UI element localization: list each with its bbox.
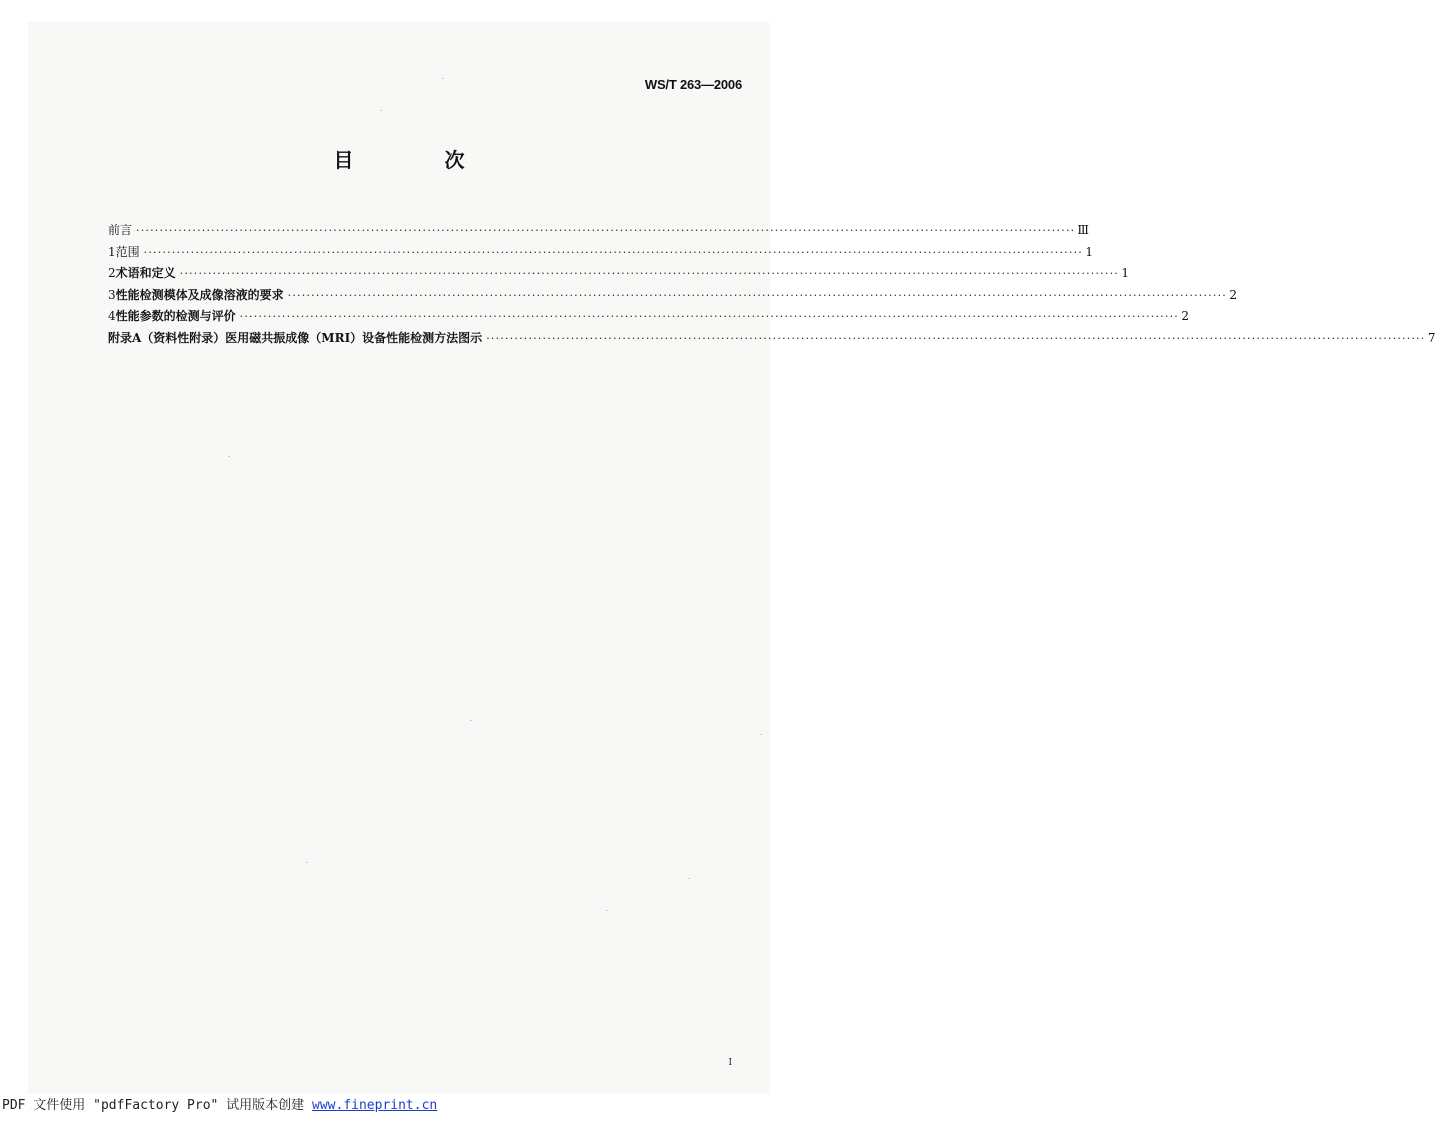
fineprint-link[interactable]: www.fineprint.cn [312, 1098, 438, 1113]
toc-leader-dots: ········································································································································································································ [179, 267, 1119, 280]
toc-entry-evaluation[interactable] [108, 306, 1189, 328]
scan-speck [606, 910, 608, 911]
scan-speck [306, 862, 308, 863]
scan-speck [760, 734, 762, 735]
toc-entry-page: 1 [1121, 266, 1129, 280]
toc-entry-number: 3 [108, 287, 116, 302]
toc-entry-label: 前言 [108, 223, 133, 237]
toc-entry-preface[interactable] [108, 220, 1089, 242]
toc-leader-dots: ········································································································································································································ [143, 245, 1083, 259]
toc-entry-page: 7 [1427, 330, 1436, 345]
toc-entry-phantom-requirements[interactable] [108, 285, 1237, 307]
toc-entry-page: 2 [1181, 309, 1189, 323]
toc-entry-label: 术语和定义 [115, 266, 176, 280]
toc-entry-label: 性能参数的检测与评价 [115, 309, 236, 323]
page-folio: I [728, 1058, 732, 1068]
scan-speck [380, 110, 382, 111]
toc-entry-scope[interactable] [108, 242, 1093, 264]
page-title: 目 次 [333, 148, 507, 172]
toc-entry-page: Ⅲ [1077, 223, 1089, 237]
toc-entry-page: 2 [1229, 287, 1237, 302]
scan-speck [228, 456, 230, 457]
toc-leader-dots: ········································································································································································································ [239, 310, 1179, 323]
toc-entry-number: 2 [108, 266, 116, 280]
toc-entry-appendix-a[interactable] [108, 328, 1436, 350]
toc-leader-dots: ········································································································································································································ [287, 288, 1227, 302]
toc-leader-dots: ········································································································································································································ [486, 331, 1426, 345]
toc-entry-page: 1 [1085, 244, 1093, 259]
table-of-contents [108, 220, 1436, 349]
toc-entry-terms[interactable] [108, 263, 1129, 285]
pdf-generator-note [2, 1094, 437, 1113]
toc-entry-number: 4 [108, 309, 116, 323]
document-page [28, 22, 1436, 1094]
toc-entry-label: 性能检测模体及成像溶液的要求 [115, 287, 284, 302]
pdf-generator-text: PDF 文件使用 "pdfFactory Pro" 试用版本创建 [2, 1098, 313, 1113]
scan-speck [470, 720, 472, 721]
toc-entry-number: 1 [108, 244, 116, 259]
toc-leader-dots: ········································································································································································································ [136, 224, 1076, 237]
standard-number: WS/T 263—2006 [644, 77, 742, 92]
scan-speck [688, 878, 690, 879]
toc-entry-label: 范围 [115, 244, 140, 259]
scan-speck [442, 78, 444, 79]
toc-entry-label: 附录A（资料性附录）医用磁共振成像（MRI）设备性能检测方法图示 [108, 330, 483, 345]
